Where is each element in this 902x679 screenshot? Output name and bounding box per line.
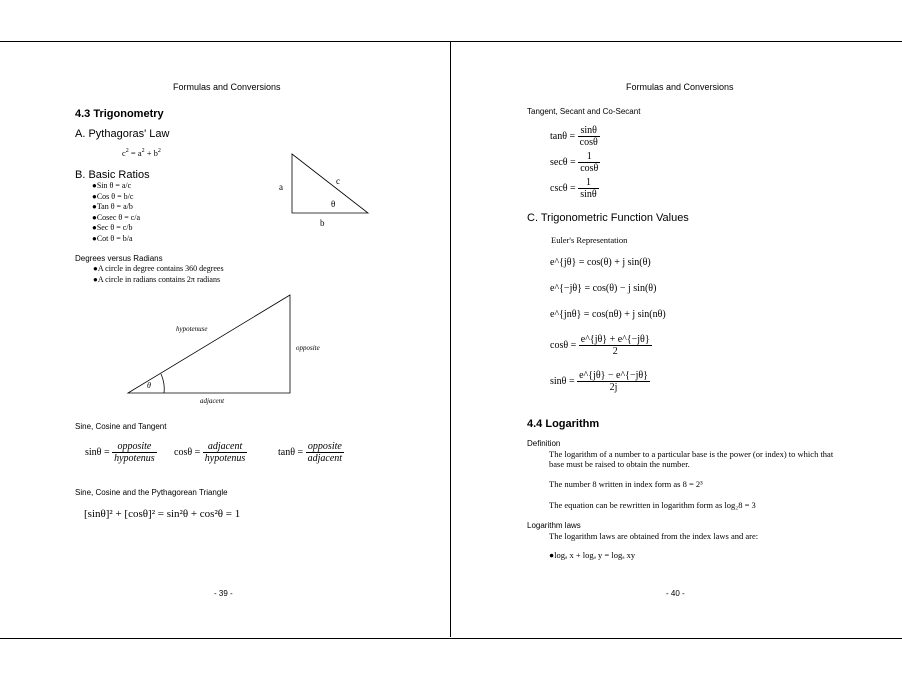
- subheading-trig-function-values: C. Trigonometric Function Values: [527, 212, 689, 224]
- triangle-shape: [292, 154, 368, 213]
- index-form-line: The number 8 written in index form as 8 = 2³: [549, 479, 703, 489]
- opposite-label: opposite: [296, 344, 320, 352]
- triangle-shape: [128, 295, 290, 393]
- left-running-header: Formulas and Conversions: [173, 82, 281, 92]
- tangent-ratio-formula: tanθ = $\frac{\sin\theta}{\cos\theta}$: [550, 125, 598, 148]
- right-triangle-abc: [270, 150, 380, 230]
- cosine-formula: cosθ = $\frac{\text{adjacent}}{\text{hypotenus}}$: [174, 441, 246, 464]
- side-a-label: a: [279, 182, 283, 192]
- angle-arc: [161, 374, 164, 393]
- sine-exponential-formula: sinθ = $\frac{e\^{}\{j\theta\} - e\^{}\{-j\theta\}}{2j}$: [550, 370, 648, 393]
- list-item: ●Sin θ = a/c: [92, 181, 132, 190]
- section-heading-trigonometry: 4.3 Trigonometry: [75, 108, 164, 120]
- page-divider: [450, 41, 451, 637]
- hypotenuse-label: hypotenuse: [176, 325, 208, 333]
- euler-formula-3: e^{jnθ} = cos(nθ) + j sin(nθ): [550, 309, 666, 320]
- log-law-1: ●logₐ x + logₐ y = logₐ xy: [549, 550, 636, 560]
- list-item: ●Tan θ = a/b: [92, 202, 133, 211]
- side-c-label: c: [336, 176, 340, 186]
- right-triangle-named-sides: [120, 290, 320, 410]
- definition-title: Definition: [527, 439, 561, 448]
- cosecant-formula: cscθ = $\frac{1}{\sin\theta}$: [550, 177, 597, 200]
- euler-representation-title: Euler's Representation: [551, 235, 628, 245]
- sine-cosine-tangent-title: Sine, Cosine and Tangent: [75, 422, 167, 431]
- list-item: ●Cosec θ = c/a: [92, 212, 141, 222]
- theta-label: θ: [147, 381, 151, 390]
- cosine-exponential-formula: cosθ = $\frac{e\^{}\{j\theta\} + e\^{}\{-j\theta\}}{2}$: [550, 334, 650, 357]
- right-running-header: Formulas and Conversions: [626, 82, 734, 92]
- ratios-list: [92, 181, 140, 244]
- list-item: ●Cot θ = b/a: [92, 233, 133, 243]
- list-item: ●Cos θ = b/c: [92, 191, 134, 201]
- euler-formula-1: e^{jθ} = cos(θ) + j sin(θ): [550, 257, 651, 268]
- left-page-number: - 39 -: [214, 589, 233, 598]
- pythagorean-identity: [sinθ]² + [cosθ]² = sin²θ + cos²θ = 1: [84, 508, 241, 520]
- definition-line-1: The logarithm of a number to a particular base is the power (or index) to which that: [549, 449, 834, 459]
- list-item: ●Sec θ = c/b: [92, 223, 133, 232]
- section-heading-logarithm: 4.4 Logarithm: [527, 418, 600, 430]
- pythagoras-formula: $c^2 = a^2 + b^2$: [122, 148, 161, 158]
- subheading-basic-ratios: B. Basic Ratios: [75, 169, 150, 181]
- list-item: ●A circle in radians contains 2π radians: [93, 274, 221, 284]
- logarithm-form-line: The equation can be rewritten in logarithm form as log₂8 = 3: [549, 500, 756, 510]
- euler-formula-2: e^{−jθ} = cos(θ) − j sin(θ): [550, 283, 657, 294]
- definition-line-2: base must be raised to obtain the number.: [549, 459, 690, 469]
- degrees-radians-title: Degrees versus Radians: [75, 254, 163, 263]
- side-b-label: b: [320, 218, 325, 228]
- adjacent-label: adjacent: [200, 397, 225, 405]
- sine-formula: sinθ = $\frac{\text{opposite}}{\text{hypotenus}}$: [85, 441, 155, 464]
- tangent-formula: tanθ = $\frac{\text{opposite}}{\text{adjacent}}$: [278, 441, 343, 464]
- subheading-pythagoras: A. Pythagoras' Law: [75, 128, 170, 140]
- list-item: ●A circle in degree contains 360 degrees: [93, 264, 224, 273]
- tangent-secant-cosecant-title: Tangent, Secant and Co-Secant: [527, 107, 641, 116]
- logarithm-laws-title: Logarithm laws: [527, 521, 581, 530]
- theta-label: θ: [331, 199, 336, 209]
- degrees-radians-list: [93, 264, 224, 285]
- logarithm-laws-text: The logarithm laws are obtained from the index laws and are:: [549, 531, 759, 541]
- secant-formula: secθ = $\frac{1}{\cos\theta}$: [550, 151, 599, 174]
- pythagorean-triangle-title: Sine, Cosine and the Pythagorean Triangle: [75, 488, 228, 497]
- right-page-number: - 40 -: [666, 589, 685, 598]
